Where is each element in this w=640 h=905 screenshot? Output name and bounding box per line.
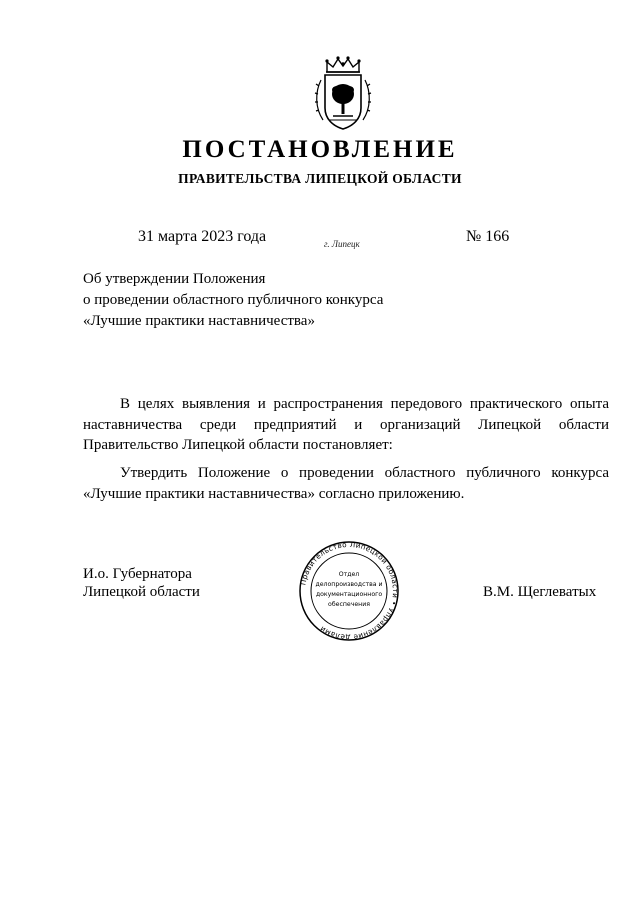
document-place: г. Липецк (324, 239, 360, 249)
body-paragraph-line: наставничества среди предприятий и организаций Липецкой области (83, 417, 609, 433)
signatory-position: И.о. Губернатора (83, 566, 192, 582)
seal-inner-line: Отдел (338, 571, 360, 578)
subject-line: «Лучшие практики наставничества» (83, 313, 315, 329)
seal-inner-line: обеспечения (328, 601, 370, 608)
body-paragraph-line: В целях выявления и распространения передового практического опыта (120, 396, 609, 412)
document-issuer: ПРАВИТЕЛЬСТВА ЛИПЕЦКОЙ ОБЛАСТИ (178, 171, 462, 186)
document-title: ПОСТАНОВЛЕНИЕ (182, 136, 458, 163)
subject-line: Об утверждении Положения (83, 271, 266, 287)
official-seal-icon (289, 541, 409, 641)
signatory-position: Липецкой области (83, 584, 200, 600)
body-paragraph-line: Утвердить Положение о проведении областного публичного конкурса (120, 465, 609, 481)
seal-inner-line: документационного (315, 591, 383, 598)
body-paragraph-line: «Лучшие практики наставничества» согласно приложению. (83, 486, 465, 502)
signatory-name: В.М. Щеглеватых (483, 584, 597, 600)
seal-outer-text: Правительство Липецкой области • Управление делами (298, 541, 401, 641)
body-paragraph-line: Правительство Липецкой области постановляет: (83, 437, 393, 453)
document-number: № 166 (466, 228, 510, 245)
seal-inner-line: делопроизводства и (315, 581, 383, 588)
document-date: 31 марта 2023 года (138, 228, 267, 245)
subject-line: о проведении областного публичного конкурса (83, 292, 384, 308)
coat-of-arms-icon (313, 56, 373, 132)
